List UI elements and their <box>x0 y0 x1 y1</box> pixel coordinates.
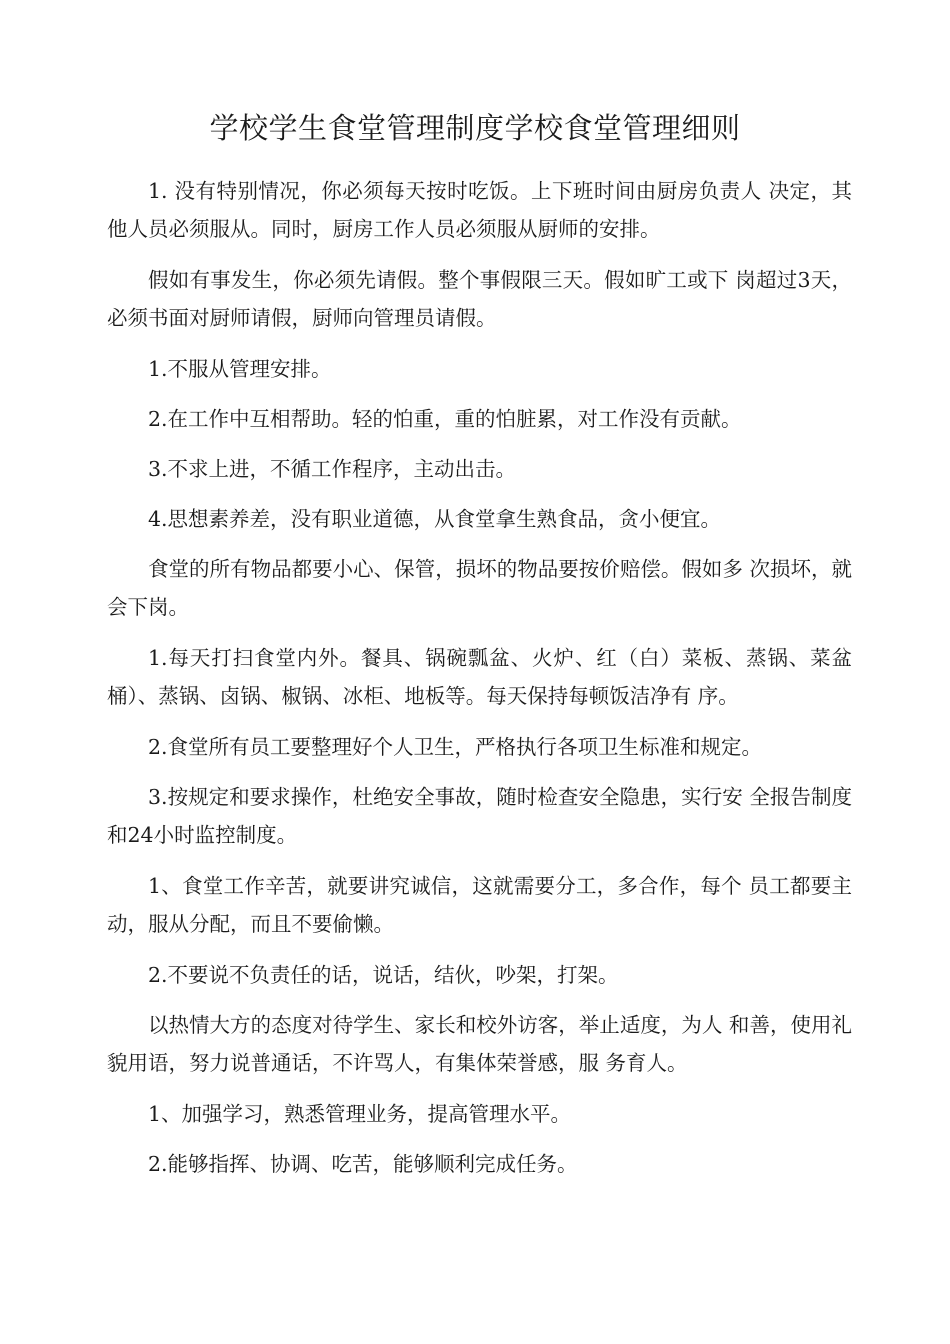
paragraph-2: 假如有事发生，你必须先请假。整个事假限三天。假如旷工或下 岗超过3天，必须书面对厨师请假，厨师向管理员请假。 <box>107 268 852 330</box>
document-body <box>107 172 852 1195</box>
paragraph-13: 以热情大方的态度对待学生、家长和校外访客，举止适度，为人 和善，使用礼貌用语，努力说普通话，不许骂人，有集体荣誉感，服 务育人。 <box>107 1013 852 1075</box>
paragraph-14: 1、加强学习，熟悉管理业务，提高管理水平。 <box>148 1102 572 1126</box>
paragraph-7: 食堂的所有物品都要小心、保管，损坏的物品要按价赔偿。假如多 次损坏，就会下岗。 <box>107 557 852 619</box>
paragraph-15: 2.能够指挥、协调、吃苦，能够顺利完成任务。 <box>148 1152 578 1176</box>
paragraph-12: 2.不要说不负责任的话，说话，结伙，吵架，打架。 <box>148 963 619 987</box>
paragraph-11: 1、食堂工作辛苦，就要讲究诚信，这就需要分工，多合作，每个 员工都要主动，服从分配，而且不要偷懒。 <box>107 874 852 936</box>
paragraph-1: 1. 没有特别情况，你必须每天按时吃饭。上下班时间由厨房负责人 决定，其他人员必须服从。同时，厨房工作人员必须服从厨师的安排。 <box>107 179 852 241</box>
paragraph-4: 2.在工作中互相帮助。轻的怕重，重的怕脏累，对工作没有贡献。 <box>148 407 742 431</box>
paragraph-10: 3.按规定和要求操作，杜绝安全事故，随时检查安全隐患，实行安 全报告制度和24小时监控制度。 <box>107 785 852 847</box>
paragraph-9: 2.食堂所有员工要整理好个人卫生，严格执行各项卫生标准和规定。 <box>148 735 763 759</box>
paragraph-3: 1.不服从管理安排。 <box>148 357 332 381</box>
document-title: 学校学生食堂管理制度学校食堂管理细则 <box>209 111 741 145</box>
paragraph-8: 1.每天打扫食堂内外。餐具、锅碗瓢盆、火炉、红（白）菜板、蒸锅、菜盆桶）、蒸锅、卤锅、椒锅、冰柜、地板等。每天保持每顿饭洁净有 序。 <box>107 646 852 708</box>
paragraph-5: 3.不求上进，不循工作程序，主动出击。 <box>148 457 517 481</box>
paragraph-6: 4.思想素养差，没有职业道德，从食堂拿生熟食品，贪小便宜。 <box>148 507 722 531</box>
